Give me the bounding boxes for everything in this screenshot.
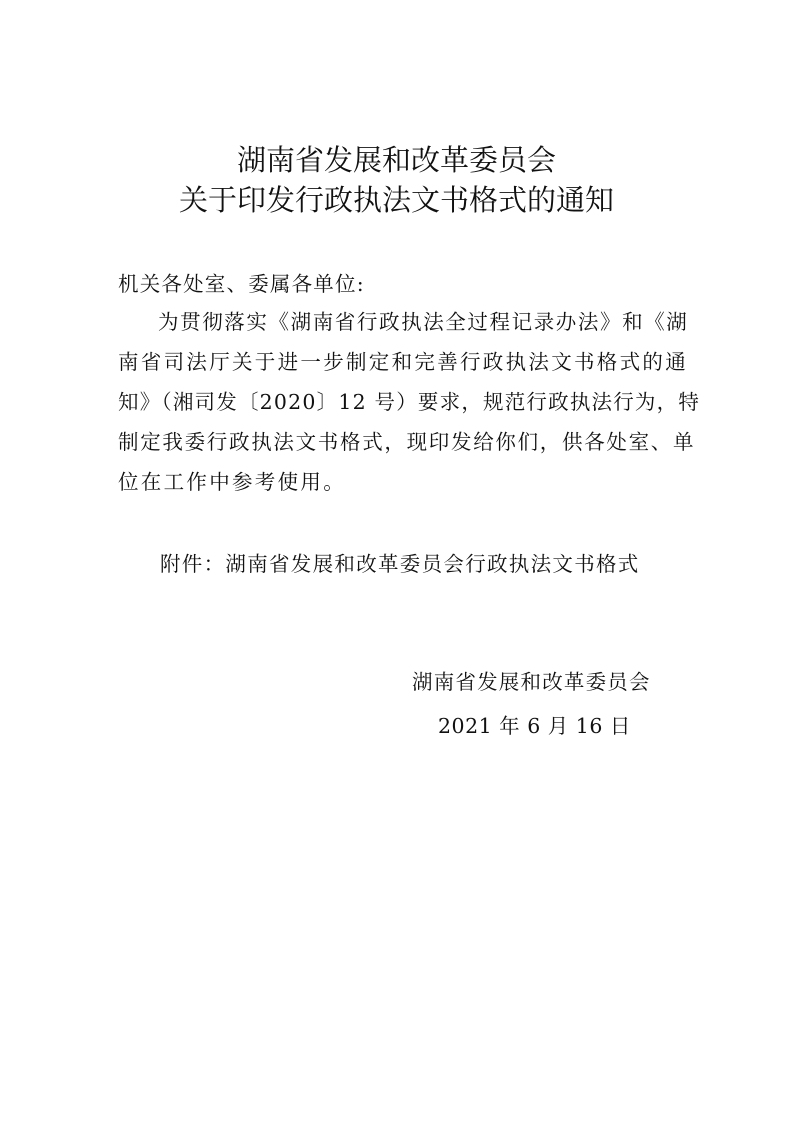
body-line: 制定我委行政执法文书格式，现印发给你们，供各处室、单 (118, 430, 696, 454)
signature-date: 2021 年 6 月 16 日 (438, 714, 631, 738)
title-line-2: 关于印发行政执法文书格式的通知 (178, 183, 614, 217)
body-line: 为贯彻落实《湖南省行政执法全过程记录办法》和《湖 (158, 310, 689, 334)
body-line: 位在工作中参考使用。 (118, 470, 346, 494)
body-line: 知》（湘司发〔2020〕12 号）要求，规范行政执法行为，特 (118, 390, 701, 414)
attachment-note: 附件：湖南省发展和改革委员会行政执法文书格式 (160, 552, 640, 576)
salutation: 机关各处室、委属各单位: (118, 272, 365, 296)
signature-organization: 湖南省发展和改革委员会 (412, 670, 651, 694)
title-line-1: 湖南省发展和改革委员会 (236, 143, 556, 177)
body-line: 南省司法厅关于进一步制定和完善行政执法文书格式的通 (118, 350, 688, 374)
